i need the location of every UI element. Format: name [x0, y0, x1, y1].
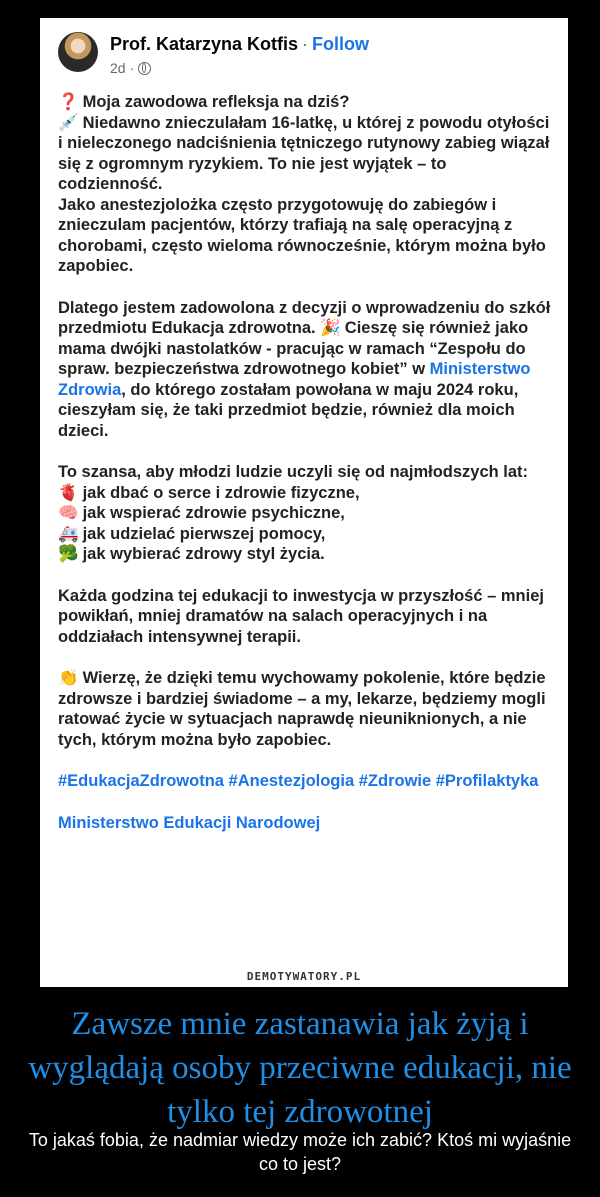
syringe-icon: 💉	[58, 113, 79, 132]
post-text: Dlatego jestem zadowolona z decyzji o wprowadzeniu do szkół przedmiotu Edukacja zdrowotna.	[58, 298, 551, 337]
ministry-of-health-link[interactable]: Ministerstwo Zdrowia	[58, 360, 531, 399]
list-item-text: jak wspierać zdrowie psychiczne,	[82, 504, 345, 522]
post-header	[110, 34, 369, 55]
list-item	[58, 483, 554, 504]
question-mark-icon: ❓	[58, 93, 79, 111]
globe-icon	[138, 62, 151, 75]
post-text: , do którego zostałam powołana w maju 2024 roku, cieszyłam się, że taki przedmiot będzie, również dla moich dzieci.	[58, 380, 519, 440]
mention-link[interactable]: Ministerstwo Edukacji Narodowej	[58, 813, 321, 832]
party-popper-icon: 🎉	[320, 319, 341, 337]
list-item-text: jak wybierać zdrowy styl życia.	[82, 545, 325, 563]
post-paragraph: Każda godzina tej edukacji to inwestycja w przyszłość – mniej powikłań, mniej dramatów na salach operacyjnych i na oddziałach intensywnej terapii.	[58, 586, 544, 646]
ambulance-icon: 🚑	[58, 524, 79, 543]
watermark: DEMOTYWATORY.PL	[246, 970, 362, 983]
list-item-text: jak udzielać pierwszej pomocy,	[82, 524, 326, 543]
post-paragraph: Jako anestezjolożka często przygotowuję do zabiegów i znieczulam pacjentów, którzy trafiają na salę operacyjną z chorobami, często wieloma równocześnie, którym można było zapobiec.	[58, 195, 546, 275]
caption-subtitle: To jakaś fobia, że nadmiar wiedzy może ich zabić? Ktoś mi wyjaśnie co to jest?	[28, 1130, 572, 1174]
brain-icon: 🧠	[58, 504, 79, 522]
avatar[interactable]	[58, 32, 98, 72]
anatomical-heart-icon: 🫀	[58, 483, 79, 502]
demotivator-frame	[40, 18, 568, 987]
post-text: Wierzę, że dzięki temu wychowamy pokolenie, które będzie zdrowsze i bardziej świadome – a my, lekarze, będziemy mogli ratować życie w sytuacjach naprawdę nieuniknionych, a nie tych, którym można było zapobiec.	[58, 669, 546, 749]
list-item	[58, 544, 554, 565]
post-time[interactable]: 2d ·	[110, 60, 135, 76]
post-paragraph	[58, 298, 554, 442]
facebook-post-card	[42, 20, 566, 985]
post-line-text: Niedawno znieczulałam 16-latkę, u której z powodu otyłości i nieleczonego nadciśnienia tętniczego rutynowy zabieg wiązał się z ogromnym ryzykiem. To nie jest wyjątek – to codzienność.	[58, 113, 550, 193]
post-paragraph: To szansa, aby młodzi ludzie uczyli się od najmłodszych lat:	[58, 463, 529, 481]
post-line	[58, 113, 554, 195]
list-item	[58, 524, 554, 545]
post-line	[58, 92, 554, 113]
post-meta	[110, 60, 151, 76]
broccoli-icon: 🥦	[58, 545, 79, 563]
post-body	[58, 92, 554, 833]
post-text: Cieszę się również jako mama dwójki nastolatków - pracując w ramach “Zespołu do spraw. bezpieczeństwa zdrowotnego kobiet” w	[58, 319, 529, 378]
clapping-hands-icon: 👏	[58, 669, 79, 687]
post-line-text: Moja zawodowa refleksja na dziś?	[82, 93, 350, 111]
follow-button[interactable]: Follow	[312, 34, 370, 54]
caption-title: Zawsze mnie zastanawia jak żyją i wyglądają osoby przeciwne edukacji, nie tylko tej zdrowotnej	[28, 1006, 572, 1130]
list-item	[58, 503, 554, 524]
author-name[interactable]: Prof. Katarzyna Kotfis	[110, 34, 299, 54]
separator-dot: ·	[302, 34, 309, 54]
post-paragraph	[58, 668, 554, 750]
list-item-text: jak dbać o serce i zdrowie fizyczne,	[82, 483, 360, 502]
hashtags[interactable]: #EdukacjaZdrowotna #Anestezjologia #Zdrowie #Profilaktyka	[58, 772, 539, 790]
